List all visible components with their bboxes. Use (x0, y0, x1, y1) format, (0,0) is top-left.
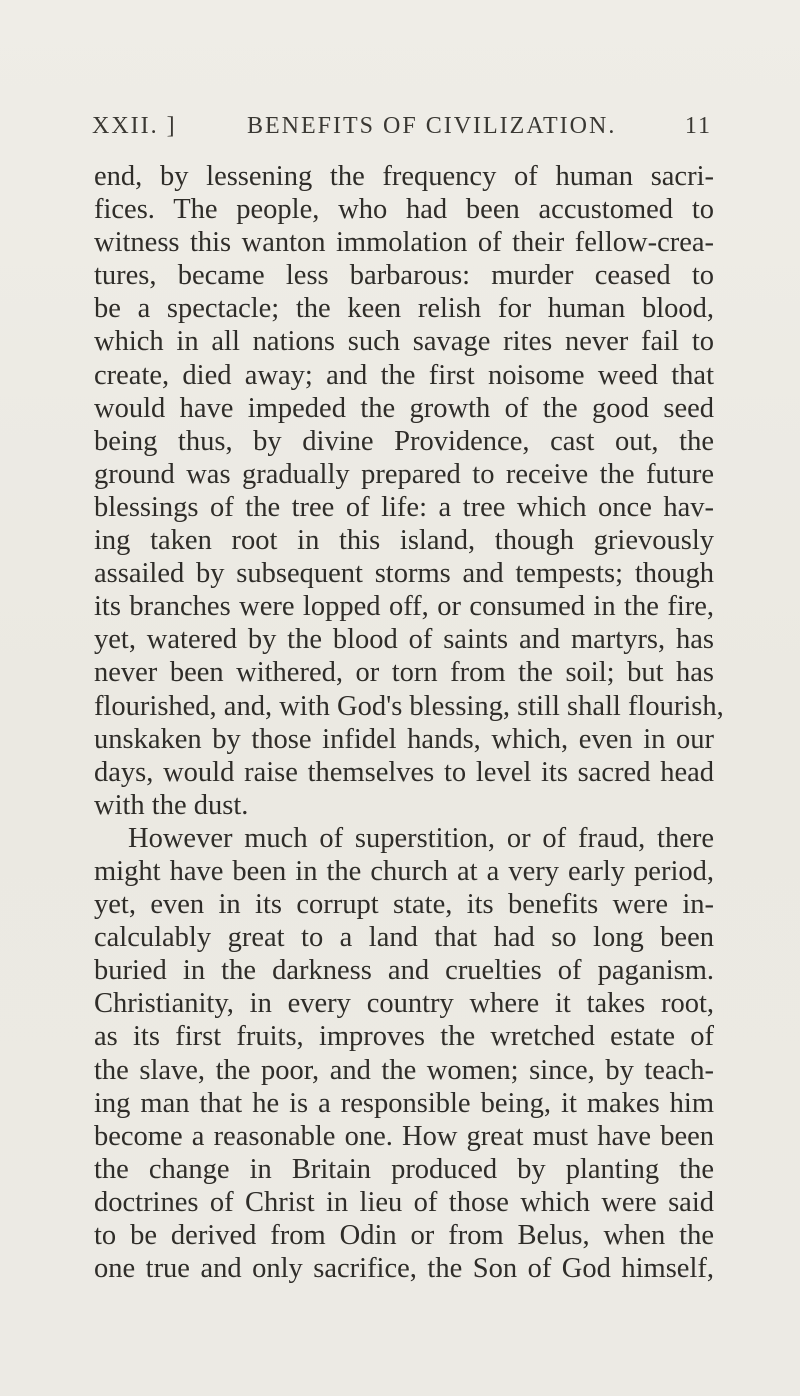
text-line: become a reasonable one. How great must have been (94, 1120, 714, 1152)
text-line: yet, watered by the blood of saints and martyrs, has (94, 624, 714, 656)
text-line: flourished, and, with God's blessing, still shall flourish, (94, 690, 724, 722)
text-line: Christianity, in every country where it takes root, (94, 988, 714, 1020)
text-line: assailed by subsequent storms and tempests; though (94, 558, 714, 590)
page-header (92, 113, 712, 147)
paragraph-end-line: with the dust. (94, 789, 249, 821)
text-line: doctrines of Christ in lieu of those which were said (94, 1186, 714, 1218)
text-line: being thus, by divine Providence, cast out, the (94, 425, 714, 457)
text-line: create, died away; and the first noisome weed that (94, 359, 714, 391)
text-line: never been withered, or torn from the soil; but has (94, 657, 714, 689)
text-line: ground was gradually prepared to receive the future (94, 458, 714, 490)
text-line: ing man that he is a responsible being, it makes him (94, 1087, 714, 1119)
text-line: witness this wanton immolation of their fellow-crea- (94, 227, 714, 259)
text-line: fices. The people, who had been accustomed to (94, 194, 714, 226)
running-title: BENEFITS OF CIVILIZATION. (247, 113, 617, 139)
text-line: might have been in the church at a very early period, (94, 855, 714, 887)
text-line: blessings of the tree of life: a tree which once hav- (94, 491, 714, 523)
body-text (94, 160, 724, 1285)
text-line: be a spectacle; the keen relish for human blood, (94, 293, 714, 325)
text-line: unskaken by those infidel hands, which, even in our (94, 723, 714, 755)
text-line: end, by lessening the frequency of human sacri- (94, 161, 714, 192)
chapter-number: XXII. ] (92, 113, 177, 139)
paragraph-start-line: However much of superstition, or of fraud, there (128, 822, 714, 854)
page-number: 11 (684, 113, 712, 139)
text-line: to be derived from Odin or from Belus, when the (94, 1220, 714, 1251)
text-line: which in all nations such savage rites never fail to (94, 326, 714, 358)
text-line: would have impeded the growth of the good seed (94, 392, 714, 424)
text-line: tures, became less barbarous: murder ceased to (94, 260, 714, 292)
text-line: calculably great to a land that had so long been (94, 922, 714, 954)
text-line: days, would raise themselves to level its sacred head (94, 756, 714, 788)
text-line: ing taken root in this island, though grievously (94, 525, 714, 557)
text-line: buried in the darkness and cruelties of paganism. (94, 955, 714, 987)
text-line: the slave, the poor, and the women; since, by teach- (94, 1054, 714, 1086)
text-line: the change in Britain produced by planting the (94, 1153, 714, 1185)
text-line: its branches were lopped off, or consumed in the fire, (94, 591, 714, 623)
text-line: one true and only sacrifice, the Son of God himself, (94, 1253, 714, 1285)
text-line: yet, even in its corrupt state, its benefits were in- (94, 889, 714, 921)
text-line: as its first fruits, improves the wretched estate of (94, 1021, 714, 1053)
